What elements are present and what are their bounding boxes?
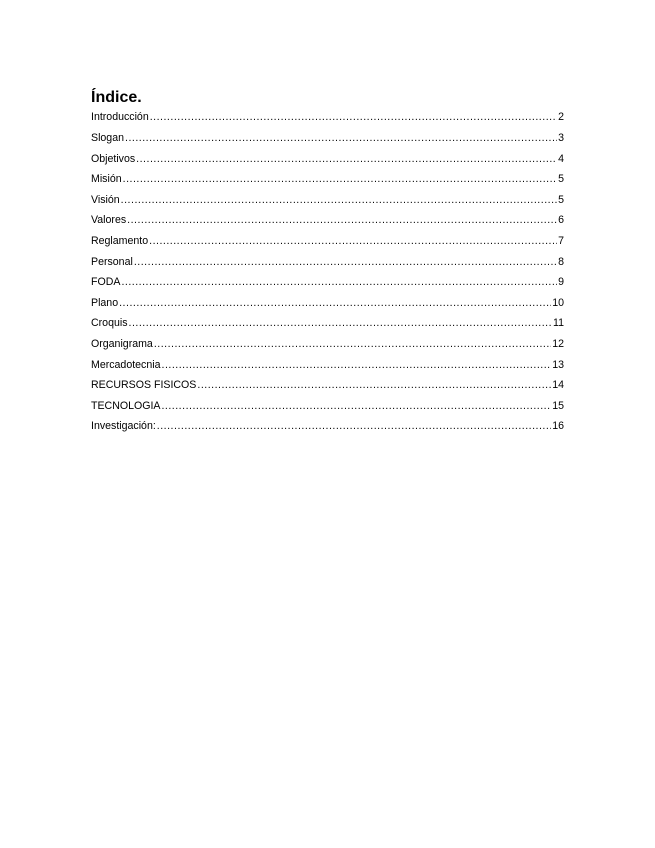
- toc-entry-foda[interactable]: [91, 272, 564, 293]
- toc-entry-label: Plano: [91, 296, 119, 309]
- toc-page-number: 11: [553, 317, 564, 330]
- table-of-contents: [91, 88, 564, 437]
- toc-entry-mision[interactable]: [91, 169, 564, 190]
- toc-page-number: 7: [558, 234, 564, 247]
- toc-dot-leader: [134, 252, 557, 273]
- toc-dot-leader: [121, 190, 557, 211]
- toc-page-number: 5: [558, 193, 564, 206]
- toc-dot-leader: [136, 149, 557, 170]
- toc-entry-label: Mercadotecnia: [91, 358, 161, 371]
- toc-dot-leader: [119, 293, 551, 314]
- toc-page-number: 4: [558, 152, 564, 165]
- toc-dot-leader: [154, 334, 551, 355]
- toc-entry-vision[interactable]: [91, 190, 564, 211]
- toc-entry-tecnologia[interactable]: [91, 396, 564, 417]
- toc-entry-mercadotecnia[interactable]: [91, 355, 564, 376]
- toc-page-number: 10: [552, 296, 564, 309]
- toc-entry-label: Personal: [91, 255, 133, 268]
- toc-dot-leader: [149, 231, 557, 252]
- toc-entry-label: Organigrama: [91, 337, 153, 350]
- toc-page-number: 12: [552, 337, 564, 350]
- toc-dot-leader: [125, 128, 557, 149]
- toc-entry-label: TECNOLOGIA: [91, 399, 161, 412]
- toc-page-number: 5: [558, 173, 564, 186]
- toc-page-number: 9: [558, 276, 564, 289]
- toc-entry-plano[interactable]: [91, 293, 564, 314]
- toc-entry-label: FODA: [91, 276, 121, 289]
- toc-entry-label: Croquis: [91, 317, 128, 330]
- toc-entry-slogan[interactable]: [91, 128, 564, 149]
- toc-entry-label: RECURSOS FISICOS: [91, 379, 197, 392]
- toc-entry-recursos-fisicos[interactable]: [91, 375, 564, 396]
- toc-entry-organigrama[interactable]: [91, 334, 564, 355]
- toc-page-number: 13: [552, 358, 564, 371]
- toc-dot-leader: [121, 272, 557, 293]
- toc-dot-leader: [162, 355, 552, 376]
- toc-dot-leader: [129, 313, 552, 334]
- toc-dot-leader: [123, 169, 557, 190]
- toc-dot-leader: [161, 396, 551, 417]
- toc-entry-label: Investigación:: [91, 420, 156, 433]
- toc-entry-introduccion[interactable]: [91, 108, 564, 128]
- toc-entry-label: Objetivos: [91, 152, 136, 165]
- toc-entry-objetivos[interactable]: [91, 149, 564, 170]
- toc-entry-label: Misión: [91, 173, 122, 186]
- toc-dot-leader: [197, 375, 551, 396]
- toc-dot-leader: [150, 108, 557, 126]
- toc-entry-reglamento[interactable]: [91, 231, 564, 252]
- toc-title: Índice.: [91, 89, 142, 106]
- toc-page-number: 2: [558, 111, 564, 123]
- toc-dot-leader: [127, 210, 557, 231]
- toc-entry-label: Introducción: [91, 111, 149, 123]
- toc-entry-label: Valores: [91, 214, 127, 227]
- toc-page-number: 8: [558, 255, 564, 268]
- toc-entry-personal[interactable]: [91, 252, 564, 273]
- toc-entry-valores[interactable]: [91, 210, 564, 231]
- toc-page-number: 3: [558, 132, 564, 144]
- toc-entry-label: Reglamento: [91, 234, 149, 247]
- toc-page-number: 15: [552, 399, 564, 412]
- toc-entry-croquis[interactable]: [91, 313, 564, 334]
- toc-page-number: 14: [552, 379, 564, 392]
- toc-page-number: 16: [552, 420, 564, 433]
- toc-dot-leader: [157, 416, 551, 437]
- toc-entry-label: Slogan: [91, 132, 124, 144]
- toc-list: [91, 108, 564, 437]
- toc-entry-investigacion[interactable]: [91, 416, 564, 437]
- toc-page-number: 6: [558, 214, 564, 227]
- toc-entry-label: Visión: [91, 193, 120, 206]
